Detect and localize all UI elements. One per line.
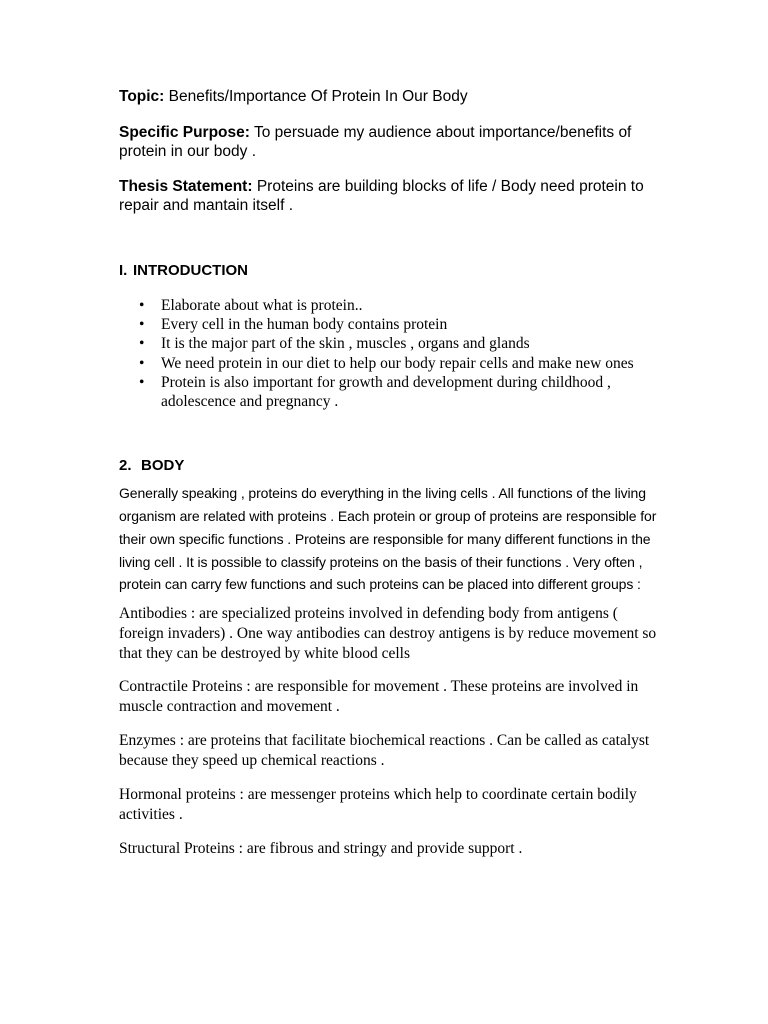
list-item-text: We need protein in our diet to help our body repair cells and make new ones (161, 354, 634, 372)
specific-purpose-label: Specific Purpose: (119, 124, 250, 141)
list-item-text: Every cell in the human body contains protein (161, 316, 448, 334)
thesis-statement-text: Proteins are building blocks of life / Body need protein to repair and mantain itself . (119, 178, 644, 214)
body-heading (119, 456, 659, 475)
list-item-text: Elaborate about what is protein.. (161, 297, 363, 314)
topic-line (119, 87, 659, 106)
contractile-proteins-entry: Contractile Proteins : are responsible for movement . These proteins are involved in muscle contraction and movement . (119, 678, 639, 716)
list-item-text: Protein is also important for growth and development during childhood , adolescence and pregnancy . (161, 373, 611, 411)
list-item (119, 296, 659, 315)
list-item-text: It is the major part of the skin , muscles , organs and glands (161, 335, 530, 353)
bullet-icon: • (139, 335, 145, 353)
thesis-statement-label: Thesis Statement: (119, 178, 253, 195)
body-number: 2. (119, 457, 132, 475)
document-page (119, 84, 659, 859)
body-paragraph: Generally speaking , proteins do everything in the living cells . All functions of the living organism are related with proteins . Each protein or group of proteins are responsible for their own specific functions . Proteins are responsible for many different functions in the living cell . It is possible to classify proteins on the basis of their functions . Very often , protein can carry few functions and such proteins can be placed into different groups : (119, 485, 657, 593)
bullet-icon: • (139, 354, 145, 372)
introduction-heading (119, 261, 659, 280)
specific-purpose-line (119, 123, 659, 161)
structural-proteins-entry: Structural Proteins : are fibrous and stringy and provide support . (119, 840, 523, 858)
bullet-icon: • (139, 373, 145, 391)
introduction-bullet-list (119, 296, 659, 411)
bullet-icon: • (139, 297, 145, 314)
hormonal-proteins-entry: Hormonal proteins : are messenger proteins which help to coordinate certain bodily activities . (119, 786, 637, 824)
body-title: BODY (141, 457, 185, 475)
topic-text: Benefits/Importance Of Protein In Our Body (164, 88, 468, 105)
list-item (119, 373, 659, 411)
enzymes-entry: Enzymes : are proteins that facilitate biochemical reactions . Can be called as catalyst because they speed up chemical reactions . (119, 732, 650, 770)
thesis-statement-line (119, 177, 659, 215)
list-item (119, 334, 659, 353)
introduction-title: INTRODUCTION (133, 262, 248, 279)
bullet-icon: • (139, 316, 145, 334)
list-item (119, 354, 659, 373)
list-item (119, 315, 659, 334)
antibodies-entry: Antibodies : are specialized proteins involved in defending body from antigens ( foreign invaders) . One way antibodies can destroy antigens is by reduce movement so that they can be destroyed by white blood cells (119, 605, 657, 663)
introduction-number: I. (119, 262, 128, 279)
specific-purpose-text: To persuade my audience about importance/benefits of protein in our body . (119, 124, 632, 160)
topic-label: Topic: (119, 88, 165, 105)
